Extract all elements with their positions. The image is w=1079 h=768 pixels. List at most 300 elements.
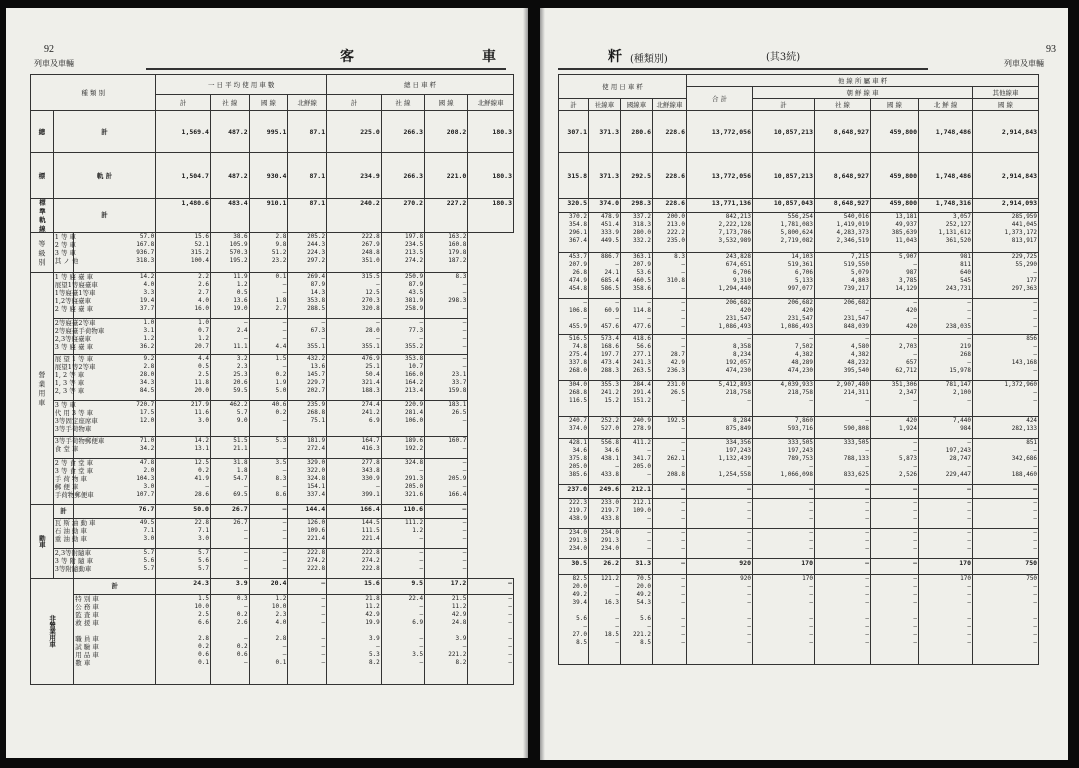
right-title-sub: (種類別) (630, 54, 668, 65)
table-cell: 9.2 2.8 28.0 34.3 84.5 (74, 354, 156, 400)
table-cell: — — — (871, 499, 919, 529)
table-cell: 2.2 2.6 2.7 4.0 16.0 (156, 272, 211, 318)
table-cell: — — — (687, 499, 753, 529)
table-row (31, 578, 514, 594)
table-cell: — 77.3 — 355.2 (381, 318, 424, 354)
row-label: 3等手荷物郵便車 食 堂 車 (53, 436, 74, 458)
table-row (559, 335, 1039, 381)
table-cell: — 420 — 420 (871, 299, 919, 335)
table-cell: 856 — — 143,168 — (973, 335, 1039, 381)
row-label: 軌 計 (53, 153, 156, 199)
table-cell: 1,748,486 (919, 153, 973, 199)
table-cell: 418.6 56.6 277.1 241.3 263.5 (621, 335, 653, 381)
table-cell: 266.3 (381, 153, 424, 199)
table-cell: 353.8 10.7 166.0 164.2 213.4 (381, 354, 424, 400)
table-cell: 3.9 (210, 578, 249, 594)
table-cell: — 219 268 — 15,978 (919, 335, 973, 381)
table-row (31, 518, 514, 548)
table-cell: 180.3 (468, 199, 514, 233)
right-top-rows (559, 111, 1039, 213)
side-label-standard: 標 準 軌 線 (31, 199, 54, 233)
table-row (559, 213, 1039, 253)
col-header: 國 線 (249, 95, 288, 111)
table-cell: 126.0 109.6 221.4 (288, 518, 327, 548)
table-cell: — — — — — — — — (468, 594, 514, 684)
table-cell: 432.2 13.6 145.7 229.7 202.7 (288, 354, 327, 400)
table-cell: 181.9 272.4 (288, 436, 327, 458)
table-cell: 3,057 252,127 1,131,612 361,520 (919, 213, 973, 253)
table-cell: 233.0 219.7 433.8 (589, 499, 621, 529)
table-cell: — — — — (973, 299, 1039, 335)
table-cell: 842,213 2,222,128 7,173,786 3,532,989 (687, 213, 753, 253)
table-row (559, 381, 1039, 417)
table-cell: — (973, 485, 1039, 499)
right-title: 粁 (608, 49, 624, 65)
table-cell: 51.5 21.1 (210, 436, 249, 458)
table-cell: 206,682 420 231,547 1,086,493 (753, 299, 815, 335)
table-row (31, 504, 514, 518)
table-cell: 13,181 49,937 385,639 11,043 (871, 213, 919, 253)
table-cell: — 4,580 4,382 48,232 395,540 (815, 335, 871, 381)
table-cell: 8.3 — — 310.8 — (653, 253, 687, 299)
table-cell: 371.3 (589, 153, 621, 199)
left-title: 客 (340, 49, 356, 65)
table-row (31, 594, 514, 684)
table-cell: 304.0 268.8 116.5 (559, 381, 589, 417)
table-cell: 121.2 — — 16.3 — — 18.5 — (589, 575, 621, 665)
table-cell: — 2.4 — 11.1 (210, 318, 249, 354)
table-cell: 4.4 0.5 2.5 11.8 20.0 (156, 354, 211, 400)
table-row (559, 153, 1039, 199)
table-cell: 20.4 (249, 578, 288, 594)
table-cell: 13,772,056 (687, 111, 753, 153)
table-row (31, 548, 514, 578)
table-cell: 424 282,133 (973, 417, 1039, 439)
row-label: 1 等 寢 臺 車 展望1等寢臺車 1等寢臺1等車 1,2等寢臺車 2 等 寢 臺 車 (53, 272, 74, 318)
table-cell: 4,039,933 218,758 — (753, 381, 815, 417)
table-row (31, 318, 514, 354)
table-cell: 15.6 (327, 578, 382, 594)
table-cell: — — — — (425, 318, 468, 354)
table-cell: 351,306 2,347 — (871, 381, 919, 417)
table-cell: 26.7 (210, 504, 249, 518)
table-cell: 1,504.7 (156, 153, 211, 199)
table-cell: 197.8 234.5 213.5 274.2 (381, 232, 424, 272)
row-label: 計 (53, 504, 74, 518)
table-cell: 227.2 (425, 199, 468, 233)
table-cell: 144.5 111.5 221.4 (327, 518, 382, 548)
table-cell: — — — (753, 499, 815, 529)
table-row (559, 529, 1039, 559)
table-cell: 47.8 2.0 104.3 3.0 107.7 (74, 458, 156, 504)
page-gutter (540, 8, 545, 760)
table-cell: 8,648,927 (815, 199, 871, 213)
table-cell: — — 23.1 33.7 159.8 (425, 354, 468, 400)
table-cell: 5.3 — (249, 436, 288, 458)
table-cell: 478.9 451.4 333.9 449.5 (589, 213, 621, 253)
table-cell: 40.6 0.2 — (249, 400, 288, 436)
daily-group-header: 一 日 平 均 使 用 車 數 (156, 75, 327, 95)
table-cell: — (425, 504, 468, 518)
table-cell: — — — (973, 529, 1039, 559)
row-label: 3 等 車 代 用 3 等 車 3等固定座席車 3等手荷物車 (53, 400, 74, 436)
table-cell: 1,480.6 (156, 199, 211, 233)
table-cell: 76.7 (74, 504, 156, 518)
table-cell: — — — (210, 548, 249, 578)
row-label: 2,3等附隨車 3 等 附 隨 車 3等附隨動車 (53, 548, 74, 578)
table-cell: 1,372,960 — — (973, 381, 1039, 417)
side-label-nonbiz: 非營業用車 (31, 578, 74, 684)
table-cell: — — — (249, 548, 288, 578)
table-cell: 228.6 (653, 153, 687, 199)
row-label: 1 等 車 2 等 車 3 等 車 其 ノ 他 (53, 232, 74, 272)
table-cell: — 114.8 — 477.6 (621, 299, 653, 335)
table-cell: 8,648,927 (815, 153, 871, 199)
table-cell: 14.2 13.1 (156, 436, 211, 458)
table-cell: 2,907,480 214,311 — (815, 381, 871, 417)
table-cell: 266.3 (381, 111, 424, 153)
table-cell: 0.3 — 0.2 2.6 — 0.2 0.6 — (210, 594, 249, 684)
col-header: 社 線 (381, 95, 424, 111)
col-header: 北 鮮 線 (919, 99, 973, 111)
sum-header: 合 計 (687, 87, 753, 111)
table-cell: 87.1 (288, 199, 327, 233)
table-cell: — (919, 485, 973, 499)
table-cell: 920 (687, 559, 753, 575)
table-cell: — — 28.7 42.9 236.3 (653, 335, 687, 381)
type-header: 種 類 別 (31, 75, 156, 111)
table-cell: — — — 238,035 (919, 299, 973, 335)
table-cell: — — — (815, 529, 871, 559)
table-row (559, 439, 1039, 485)
table-cell: 10,857,213 (753, 153, 815, 199)
table-cell: 307.1 (559, 111, 589, 153)
table-cell: — — — — — — — — (288, 594, 327, 684)
table-cell: — — — (425, 518, 468, 548)
col-header: 北鮮線車 (468, 95, 514, 111)
table-cell: 217.9 11.6 3.0 (156, 400, 211, 436)
table-cell: 459,800 (871, 199, 919, 213)
table-cell: 371.3 (589, 111, 621, 153)
col-header: 計 (327, 95, 382, 111)
table-cell: 3.2 2.3 25.3 20.6 59.5 (210, 354, 249, 400)
table-cell: 5,907 — 987 3,785 14,129 (871, 253, 919, 299)
right-blocks (559, 213, 1039, 665)
table-cell: — — — (425, 548, 468, 578)
table-cell: 222.8 274.2 222.8 (288, 548, 327, 578)
table-cell: 170 (919, 559, 973, 575)
table-cell: — — — — — — — — (653, 575, 687, 665)
table-cell: — — — — (653, 299, 687, 335)
table-cell: — — — (753, 529, 815, 559)
table-cell: 180.3 (468, 111, 514, 153)
table-cell: 228.6 (653, 199, 687, 213)
table-cell: 235.9 268.8 75.1 (288, 400, 327, 436)
table-cell: — 8,358 8,234 192,057 474,230 (687, 335, 753, 381)
table-cell: 540,016 1,419,019 4,283,373 2,346,519 (815, 213, 871, 253)
table-cell: 556.8 34.6 438.1 — 433.8 (589, 439, 621, 485)
table-cell: 49.5 7.1 3.0 (74, 518, 156, 548)
table-cell: 462.2 5.7 9.0 (210, 400, 249, 436)
table-cell: — (288, 578, 327, 594)
table-cell: — (249, 504, 288, 518)
table-cell: 285,959 441,045 1,373,172 813,917 (973, 213, 1039, 253)
table-cell: 225.0 (327, 111, 382, 153)
table-cell: 170 (753, 559, 815, 575)
table-cell: 206,682 — 231,547 848,039 (815, 299, 871, 335)
table-cell: — — — (919, 499, 973, 529)
table-cell: 333,505 197,243 789,753 — 1,066,098 (753, 439, 815, 485)
table-cell: 8,648,927 (815, 111, 871, 153)
left-title-rule (146, 68, 506, 70)
table-cell: 428.1 34.6 375.8 205.0 385.6 (559, 439, 589, 485)
table-cell: 22.8 7.1 3.0 (156, 518, 211, 548)
table-cell: — (653, 559, 687, 575)
right-title-rule (558, 68, 928, 70)
table-cell: 180.3 (468, 153, 514, 199)
table-cell: 234.9 (327, 153, 382, 199)
row-label: 特 別 車 公 務 車 監 査 車 救 援 車 職 員 車 試 驗 車 用 品 車 數 車 (74, 594, 156, 684)
table-cell: 573.4 168.6 197.7 473.4 288.3 (589, 335, 621, 381)
other-header: 其他線車 (973, 87, 1039, 99)
table-cell: 24.3 (156, 578, 211, 594)
table-row (559, 299, 1039, 335)
side-label: 等 級 別 (31, 232, 54, 272)
row-label: 計 (74, 578, 156, 594)
table-cell: 298.3 (621, 199, 653, 213)
left-page-number: 92 (44, 44, 54, 55)
table-cell: 720.7 17.5 12.0 (74, 400, 156, 436)
col-header: 國 線 (871, 99, 919, 111)
table-cell: 1.5 10.0 2.5 6.6 2.8 0.2 0.6 0.1 (156, 594, 211, 684)
table-cell: 250.9 87.9 43.5 381.9 258.9 (381, 272, 424, 318)
table-cell: 483.4 (210, 199, 249, 233)
row-label: 計 (53, 199, 156, 233)
row-label: 瓦 斯 油 動 車 石 油 動 車 重 油 動 車 (53, 518, 74, 548)
table-cell: 70.5 20.0 49.2 54.3 5.6 — 221.2 8.5 (621, 575, 653, 665)
table-cell: — — 5,873 — 2,526 (871, 439, 919, 485)
table-cell: — (871, 559, 919, 575)
table-cell: 10,857,213 (753, 111, 815, 153)
table-cell: 71.0 34.2 (74, 436, 156, 458)
table-cell: 144.4 (288, 504, 327, 518)
table-cell: — — — (871, 529, 919, 559)
table-cell: — (753, 485, 815, 499)
table-cell: 487.2 (210, 153, 249, 199)
table-cell: 476.9 25.1 50.4 321.4 188.3 (327, 354, 382, 400)
table-cell: — — — (687, 529, 753, 559)
left-blocks (31, 232, 514, 684)
table-cell: 9.5 (381, 578, 424, 594)
table-cell: 315.5 — 12.5 270.3 320.8 (327, 272, 382, 318)
table-cell: 3.5 — 8.3 — 8.6 (249, 458, 288, 504)
table-cell: — (815, 559, 871, 575)
table-cell: 22.4 — — 6.9 — — 3.5 — (381, 594, 424, 684)
row-label: 展 望 1 等 車 展望1等2等車 1, 2 等 車 1, 3 等 車 2, 3 等 車 (53, 354, 74, 400)
table-row (559, 499, 1039, 529)
table-cell: 170 — — — — — — — (919, 575, 973, 665)
table-cell: 269.4 87.9 14.3 353.8 288.5 (288, 272, 327, 318)
table-cell: 13,771,136 (687, 199, 753, 213)
table-cell: 110.6 (381, 504, 424, 518)
table-cell: 1.5 — 0.2 1.9 5.0 (249, 354, 288, 400)
table-cell: 240.2 (327, 199, 382, 233)
right-page (540, 8, 1068, 760)
table-cell: 355.3 241.2 15.2 (589, 381, 621, 417)
table-cell: 212.1 (621, 485, 653, 499)
table-cell: — — — 4.4 (249, 318, 288, 354)
table-cell: 17.2 (425, 578, 468, 594)
table-cell: 231.0 26.5 — (653, 381, 687, 417)
table-cell: 249.6 (589, 485, 621, 499)
table-cell: 252.2 527.0 (589, 417, 621, 439)
table-cell: 206,682 420 231,547 1,086,493 (687, 299, 753, 335)
row-label: 總 (31, 111, 54, 153)
table-cell: 7,215 519,550 5,079 4,803 739,217 (815, 253, 871, 299)
table-cell: 270.2 (381, 199, 424, 233)
table-cell: — — — — — — — — (871, 575, 919, 665)
table-cell: 920 — — — — — — — (687, 575, 753, 665)
table-cell: 420 1,924 (871, 417, 919, 439)
table-cell: — 28.0 — 355.1 (327, 318, 382, 354)
page-gutter (523, 8, 528, 758)
table-cell: 374.0 (589, 199, 621, 213)
table-row (559, 253, 1039, 299)
table-cell: 30.5 (559, 559, 589, 575)
table-cell: — — — (249, 518, 288, 548)
table-cell: 221.0 (425, 153, 468, 199)
table-cell: — 2,703 — 657 62,712 (871, 335, 919, 381)
chosen-header: 朝 鮮 線 車 (753, 87, 973, 99)
table-cell: 240.9 278.9 (621, 417, 653, 439)
table-cell: 459,800 (871, 111, 919, 153)
table-cell: 0.1 — — 1.8 2.7 (249, 272, 288, 318)
table-cell: 7,860 593,716 (753, 417, 815, 439)
table-cell: 277.8 343.8 330.9 — 399.1 (327, 458, 382, 504)
table-cell: 1,748,486 (919, 111, 973, 153)
table-cell: — 60.9 — 457.6 (589, 299, 621, 335)
group1-header: 使 用 日 車 粁 (559, 75, 687, 99)
group2-header: 他 線 所 屬 車 粁 (687, 75, 1039, 87)
table-cell: 11.9 1.2 0.5 13.6 19.0 (210, 272, 249, 318)
table-cell: — 7,502 4,382 48,289 474,230 (753, 335, 815, 381)
table-cell: 21.8 11.2 42.9 19.9 3.9 — 5.3 8.2 (327, 594, 382, 684)
table-cell: — — — — — — — — (815, 575, 871, 665)
table-cell: 212.1 109.0 — (621, 499, 653, 529)
table-cell: 930.4 (249, 153, 288, 199)
col-header: 社 線 (815, 99, 871, 111)
table-row (31, 354, 514, 400)
right-page-number: 93 (1046, 44, 1056, 55)
table-cell: 57.0 167.8 936.7 318.3 (74, 232, 156, 272)
table-cell: 13,772,056 (687, 153, 753, 199)
col-header: 國線車 (621, 99, 653, 111)
side-label-business: 營 業 用 車 (31, 272, 54, 504)
table-row (559, 199, 1039, 213)
table-cell: 189.6 192.2 (381, 436, 424, 458)
table-cell: 2,914,843 (973, 153, 1039, 199)
table-cell: 243,828 674,651 6,706 9,310 1,294,440 (687, 253, 753, 299)
table-row (31, 400, 514, 436)
table-row (31, 458, 514, 504)
table-cell: 370.2 354.8 296.1 367.4 (559, 213, 589, 253)
table-cell: 981 811 640 545 243,731 (919, 253, 973, 299)
total-group-header: 總 日 車 粁 (327, 75, 514, 95)
table-cell: 234.0 291.3 234.0 (559, 529, 589, 559)
table-cell: 280.6 (621, 111, 653, 153)
table-cell: 15.6 52.1 315.2 100.4 (156, 232, 211, 272)
table-cell: — (653, 485, 687, 499)
table-cell: 220.9 281.4 106.0 (381, 400, 424, 436)
right-title-cont: (其3続) (766, 52, 801, 63)
table-cell: 164.7 416.3 (327, 436, 382, 458)
left-title-right: 車 (482, 49, 498, 65)
table-cell: 183.1 26.5 — (425, 400, 468, 436)
table-cell: 1,569.4 (156, 111, 211, 153)
col-header: 國 線 (425, 95, 468, 111)
col-header: 社 線 (210, 95, 249, 111)
table-cell: — — 205.9 — 166.4 (425, 458, 468, 504)
table-cell: 320.5 (559, 199, 589, 213)
table-cell: 82.5 20.0 49.2 39.4 5.6 — 27.0 8.5 (559, 575, 589, 665)
table-cell: 2.8 9.8 51.2 23.2 (249, 232, 288, 272)
table-cell: 516.5 74.8 275.4 337.8 268.0 (559, 335, 589, 381)
col-header: 北鮮線車 (653, 99, 687, 111)
table-cell: 1.0 0.7 1.2 20.7 (156, 318, 211, 354)
table-cell: — 106.8 — 455.9 (559, 299, 589, 335)
table-cell: — (468, 578, 514, 594)
table-cell: 31.3 (621, 559, 653, 575)
table-cell: 1.0 3.1 1.2 36.2 (74, 318, 156, 354)
table-cell: 910.1 (249, 199, 288, 233)
table-cell: 292.5 (621, 153, 653, 199)
table-row (559, 485, 1039, 499)
table-cell: — — 262.1 — 208.8 (653, 439, 687, 485)
table-cell: — — — (815, 499, 871, 529)
table-cell: 274.4 241.2 6.9 (327, 400, 382, 436)
table-cell: 334,356 197,243 1,132,439 — 1,254,558 (687, 439, 753, 485)
col-header: 計 (559, 99, 589, 111)
table-cell: — 67.3 — 355.1 (288, 318, 327, 354)
table-cell: 208.2 (425, 111, 468, 153)
table-cell: 31.8 1.8 54.7 — 69.5 (210, 458, 249, 504)
table-cell: 750 (973, 559, 1039, 575)
table-row (31, 436, 514, 458)
table-cell: 5,412,893 218,758 — (687, 381, 753, 417)
table-row (559, 575, 1039, 665)
side-label-motor: 動車 (31, 504, 54, 578)
table-cell: 2,914,093 (973, 199, 1039, 213)
table-cell: 1,748,316 (919, 199, 973, 213)
table-cell: — — — (621, 529, 653, 559)
table-cell: 851 — 342,686 — 188,460 (973, 439, 1039, 485)
col-header: 計 (156, 95, 211, 111)
table-cell: — — — (653, 529, 687, 559)
table-cell: 453.7 207.9 26.8 474.9 454.8 (559, 253, 589, 299)
table-cell: 14,103 519,361 6,706 5,133 997,077 (753, 253, 815, 299)
table-cell: 12.5 0.2 41.9 — 28.6 (156, 458, 211, 504)
table-cell: 111.2 1.2 — (381, 518, 424, 548)
table-cell: 363.1 207.9 53.6 460.5 358.6 (621, 253, 653, 299)
table-cell: 205.2 244.3 224.3 297.2 (288, 232, 327, 272)
table-cell: 781,147 2,100 — (919, 381, 973, 417)
table-cell: 234.0 291.3 234.0 (589, 529, 621, 559)
row-label: 計 (53, 111, 156, 153)
table-cell: — — — (653, 499, 687, 529)
table-cell: 750 — — — — — — — (973, 575, 1039, 665)
table-cell: — 197,243 28,747 — 229,447 (919, 439, 973, 485)
row-label: 2等寢臺2等車 2等寢臺手荷物車 2,3等寢臺車 3 等 寢 臺 車 (53, 318, 74, 354)
